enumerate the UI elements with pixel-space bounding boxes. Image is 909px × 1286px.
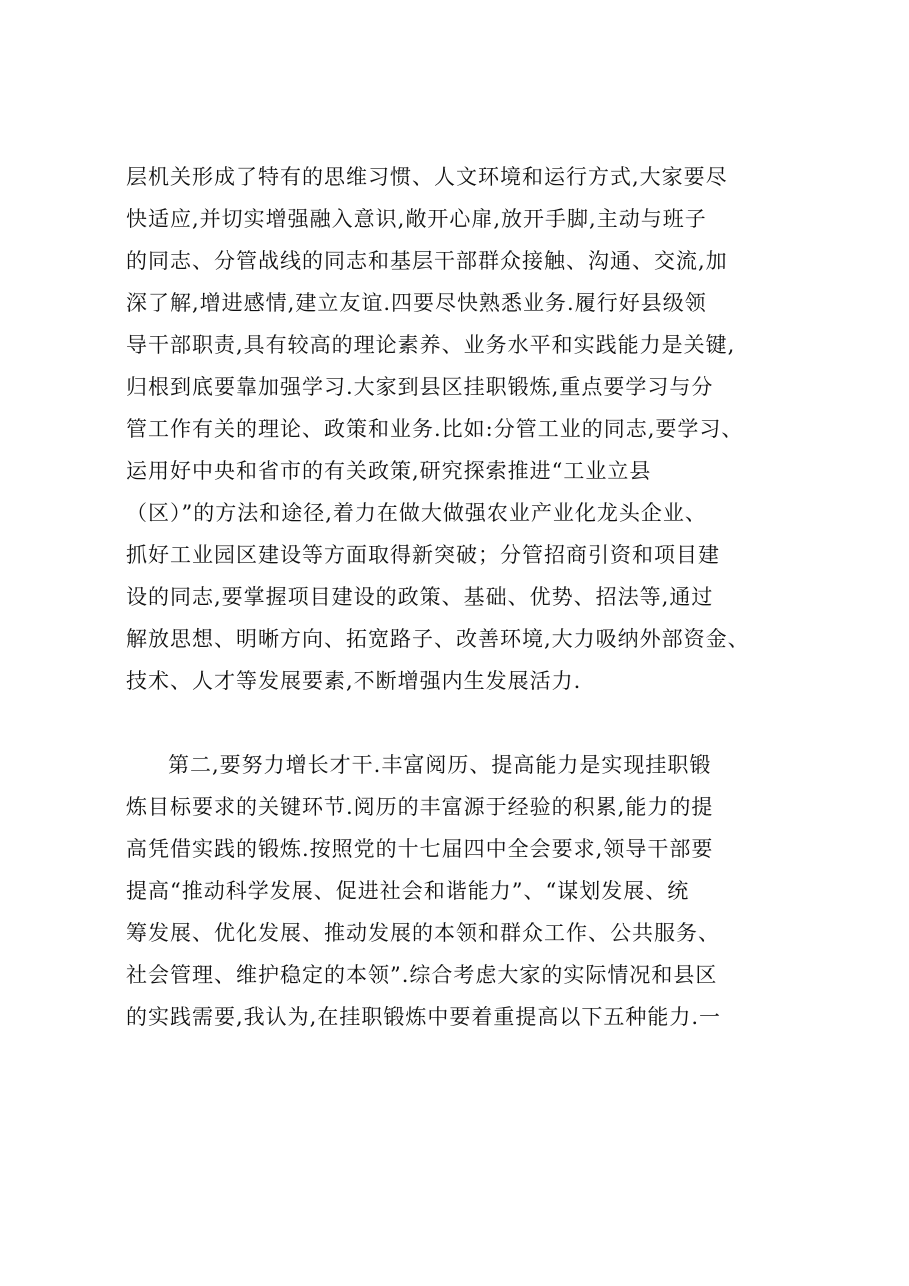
text-line: 筹发展、优化发展、推动发展的本领和群众工作、公共服务、: [126, 921, 720, 945]
text-line: 运用好中央和省市的有关政策,研究探索推进“工业立县: [126, 459, 652, 483]
paragraph-first-line: 第二,要努力增长才干.丰富阅历、提高能力是实现挂职锻: [168, 753, 712, 777]
text-line: 设的同志,要掌握项目建设的政策、基础、优势、招法等,通过: [126, 585, 714, 609]
text-line: 的实践需要,我认为,在挂职锻炼中要着重提高以下五种能力.一: [126, 1005, 722, 1029]
text-line: 快适应,并切实增强融入意识,敞开心扉,放开手脚,主动与班子: [126, 207, 707, 231]
text-line: 抓好工业园区建设等方面取得新突破；分管招商引资和项目建: [126, 543, 720, 567]
text-line: 技术、人才等发展要素,不断增强内生发展活力.: [126, 669, 582, 693]
text-line: 高凭借实践的锻炼.按照党的十七届四中全会要求,领导干部要: [126, 837, 714, 861]
text-line: 的同志、分管战线的同志和基层干部群众接触、沟通、交流,加: [126, 249, 728, 273]
text-line: 归根到底要靠加强学习.大家到县区挂职锻炼,重点要学习与分: [126, 375, 714, 399]
text-line: （区）”的方法和途径,着力在做大做强农业产业化龙头企业、: [126, 501, 707, 525]
text-line: 社会管理、维护稳定的本领”.综合考虑大家的实际情况和县区: [126, 963, 718, 987]
text-line: 解放思想、明晰方向、拓宽路子、改善环境,大力吸纳外部资金、: [126, 627, 750, 651]
text-line: 导干部职责,具有较高的理论素养、业务水平和实践能力是关键,: [126, 333, 736, 357]
text-line: 管工作有关的理论、政策和业务.比如:分管工业的同志,要学习、: [126, 417, 744, 441]
text-line: 层机关形成了特有的思维习惯、人文环境和运行方式,大家要尽: [126, 165, 728, 189]
text-line: 炼目标要求的关键环节.阅历的丰富源于经验的积累,能力的提: [126, 795, 714, 819]
text-line: 提高“推动科学发展、促进社会和谐能力”、“谋划发展、统: [126, 879, 690, 903]
text-line: 深了解,增进感情,建立友谊.四要尽快熟悉业务.履行好县级领: [126, 291, 707, 315]
